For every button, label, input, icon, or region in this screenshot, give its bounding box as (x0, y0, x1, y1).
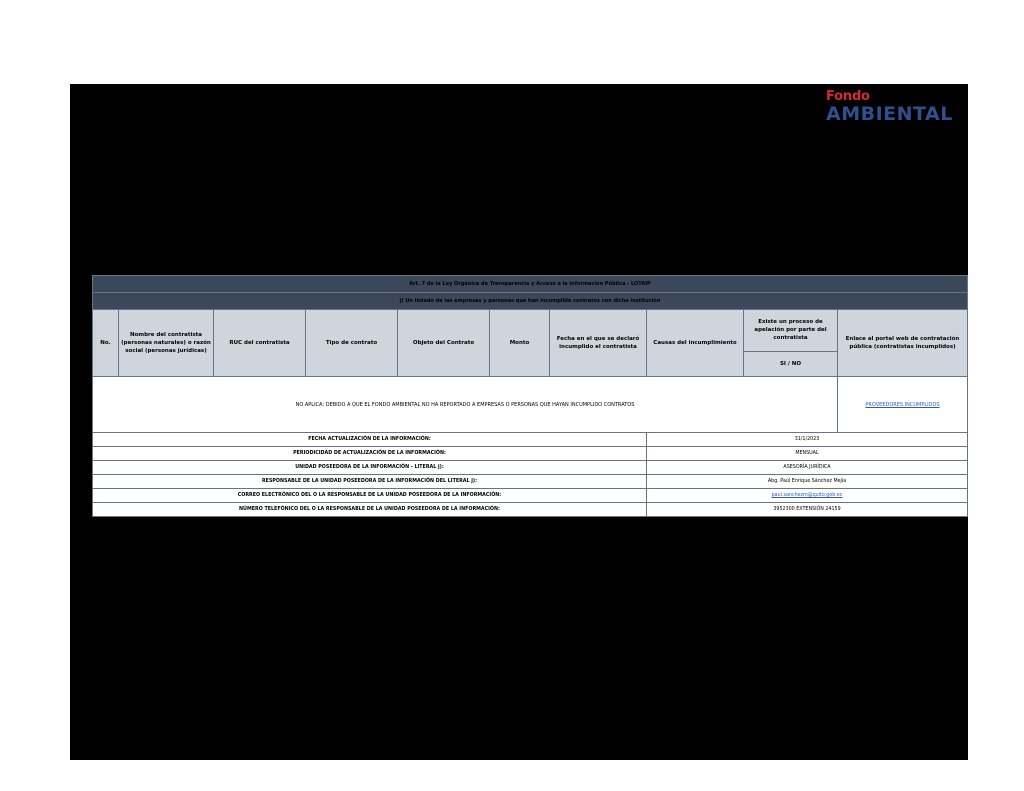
header-fecha: Fecha en el que se declaró incumplido el contratista (550, 310, 647, 377)
email-link[interactable]: paul.sanchezm@quito.gob.ec (771, 493, 843, 498)
notice-row (93, 377, 968, 433)
header-ruc: RUC del contratista (214, 310, 306, 377)
header-causas: Causas del incumplimiento (647, 310, 744, 377)
info-row (93, 475, 968, 489)
header-enlace: Enlace al portal web de contratación pública (contratistas incumplidos) (838, 310, 968, 377)
info-label: RESPONSABLE DE LA UNIDAD POSEEDORA DE LA INFORMACIÓN DEL LITERAL j): (93, 475, 647, 489)
header-apelacion: Existe un proceso de apelación por parte del contratista (744, 310, 838, 352)
info-value: MENSUAL (647, 447, 968, 461)
info-value: 3952300 EXTENSIÓN 24159 (647, 503, 968, 517)
fondo-ambiental-logo (826, 90, 956, 130)
notice-link-cell (838, 377, 968, 433)
info-row (93, 433, 968, 447)
info-label: FECHA ACTUALIZACIÓN DE LA INFORMACIÓN: (93, 433, 647, 447)
lotaip-table (92, 275, 968, 517)
header-no: No. (93, 310, 119, 377)
logo-line-2: AMBIENTAL (826, 103, 953, 125)
info-value: 31/1/2023 (647, 433, 968, 447)
info-label: CORREO ELECTRÓNICO DEL O LA RESPONSABLE DE LA UNIDAD POSEEDORA DE LA INFORMACIÓN: (93, 489, 647, 503)
info-row (93, 489, 968, 503)
info-label: PERIODICIDAD DE ACTUALIZACIÓN DE LA INFORMACIÓN: (93, 447, 647, 461)
info-row (93, 503, 968, 517)
table-subtitle: j) Un listado de las empresas y personas que han incumplido contratos con dicha institución (93, 293, 968, 310)
info-value (647, 489, 968, 503)
notice-text: NO APLICA; DEBIDO A QUE EL FONDO AMBIENTAL NO HA REPORTADO A EMPRESAS O PERSONAS QUE HAYAN INCUMPLIDO CONTRATOS (93, 377, 838, 433)
header-row (93, 310, 968, 352)
header-monto: Monto (490, 310, 550, 377)
table-title: Art. 7 de la Ley Orgánica de Transparencia y Acceso a la Información Pública - LOTAIP (93, 276, 968, 293)
table-title-row (93, 276, 968, 293)
header-nombre: Nombre del contratista (personas naturales) o razón social (personas jurídicas) (119, 310, 214, 377)
info-value: Abg. Paúl Enrique Sánchez Mejía (647, 475, 968, 489)
info-row (93, 447, 968, 461)
info-row (93, 461, 968, 475)
header-si-no: SI / NO (744, 351, 838, 376)
info-label: NÚMERO TELEFÓNICO DEL O LA RESPONSABLE DE LA UNIDAD POSEEDORA DE LA INFORMACIÓN: (93, 503, 647, 517)
info-value: ASESORÍA JURÍDICA (647, 461, 968, 475)
header-tipo: Tipo de contrato (306, 310, 398, 377)
table-subtitle-row (93, 293, 968, 310)
logo-line-1: Fondo (826, 89, 870, 104)
header-objeto: Objeto del Contrato (398, 310, 490, 377)
info-label: UNIDAD POSEEDORA DE LA INFORMACIÓN - LITERAL j): (93, 461, 647, 475)
proveedores-incumplidos-link[interactable]: PROVEEDORES INCUMPLIDOS (865, 401, 940, 408)
